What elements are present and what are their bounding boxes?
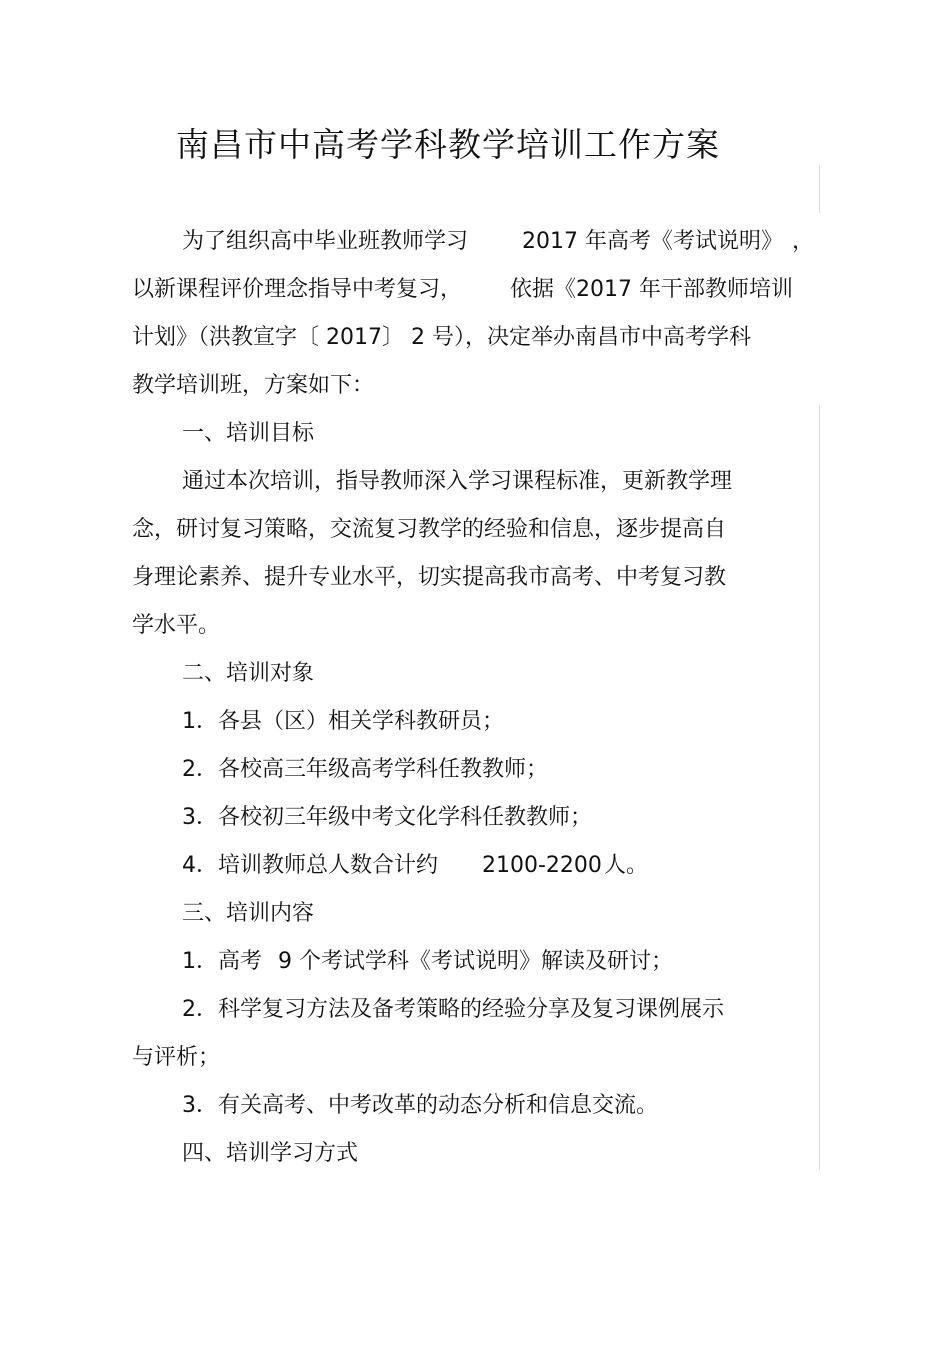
document-title: 南昌市中高考学科教学培训工作方案: [176, 125, 720, 164]
content-item-2-line-2: 与评析；: [132, 1045, 221, 1070]
audience-item-1: 1．各县（区）相关学科教研员；: [182, 709, 504, 734]
intro-line-4: 教学培训班，方案如下：: [132, 373, 375, 398]
page-edge-line: [819, 405, 820, 1170]
goals-line-2: 念，研讨复习策略，交流复习教学的经验和信息，逐步提高自: [132, 517, 727, 542]
goals-line-1: 通过本次培训，指导教师深入学习课程标准，更新教学理: [182, 469, 733, 494]
intro-line-1c: ，: [792, 229, 815, 254]
intro-line-1b: 2017 年高考《考试说明》: [522, 229, 783, 254]
audience-item-4b: 2100-2200: [482, 853, 602, 878]
section-heading-content: 三、培训内容: [182, 901, 315, 926]
intro-line-1a: 为了组织高中毕业班教师学习: [182, 229, 469, 254]
intro-line-2a: 以新课程评价理念指导中考复习，: [132, 277, 463, 302]
content-item-1a: 1．高考: [182, 949, 262, 974]
intro-line-2b: 依据《2017 年干部教师培训: [510, 277, 793, 302]
page-edge-line: [819, 165, 820, 213]
content-item-1b: 9 个考试学科《考试说明》解读及研讨；: [278, 949, 673, 974]
section-heading-audience: 二、培训对象: [182, 661, 315, 686]
content-item-2-line-1: 2．科学复习方法及备考策略的经验分享及复习课例展示: [182, 997, 724, 1022]
audience-item-3: 3．各校初三年级中考文化学科任教教师；: [182, 805, 592, 830]
content-item-3: 3．有关高考、中考改革的动态分析和信息交流。: [182, 1093, 658, 1118]
audience-item-4a: 4．培训教师总人数合计约: [182, 853, 438, 878]
goals-line-4: 学水平。: [132, 613, 221, 638]
audience-item-4c: 人。: [604, 853, 649, 878]
audience-item-2: 2．各校高三年级高考学科任教教师；: [182, 757, 548, 782]
section-heading-method: 四、培训学习方式: [182, 1141, 359, 1166]
section-heading-goals: 一、培训目标: [182, 421, 315, 446]
goals-line-3: 身理论素养、提升专业水平，切实提高我市高考、中考复习教: [132, 565, 727, 590]
intro-line-3: 计划》（洪教宣字〔 2017〕 2 号），决定举办南昌市中高考学科: [132, 325, 751, 350]
